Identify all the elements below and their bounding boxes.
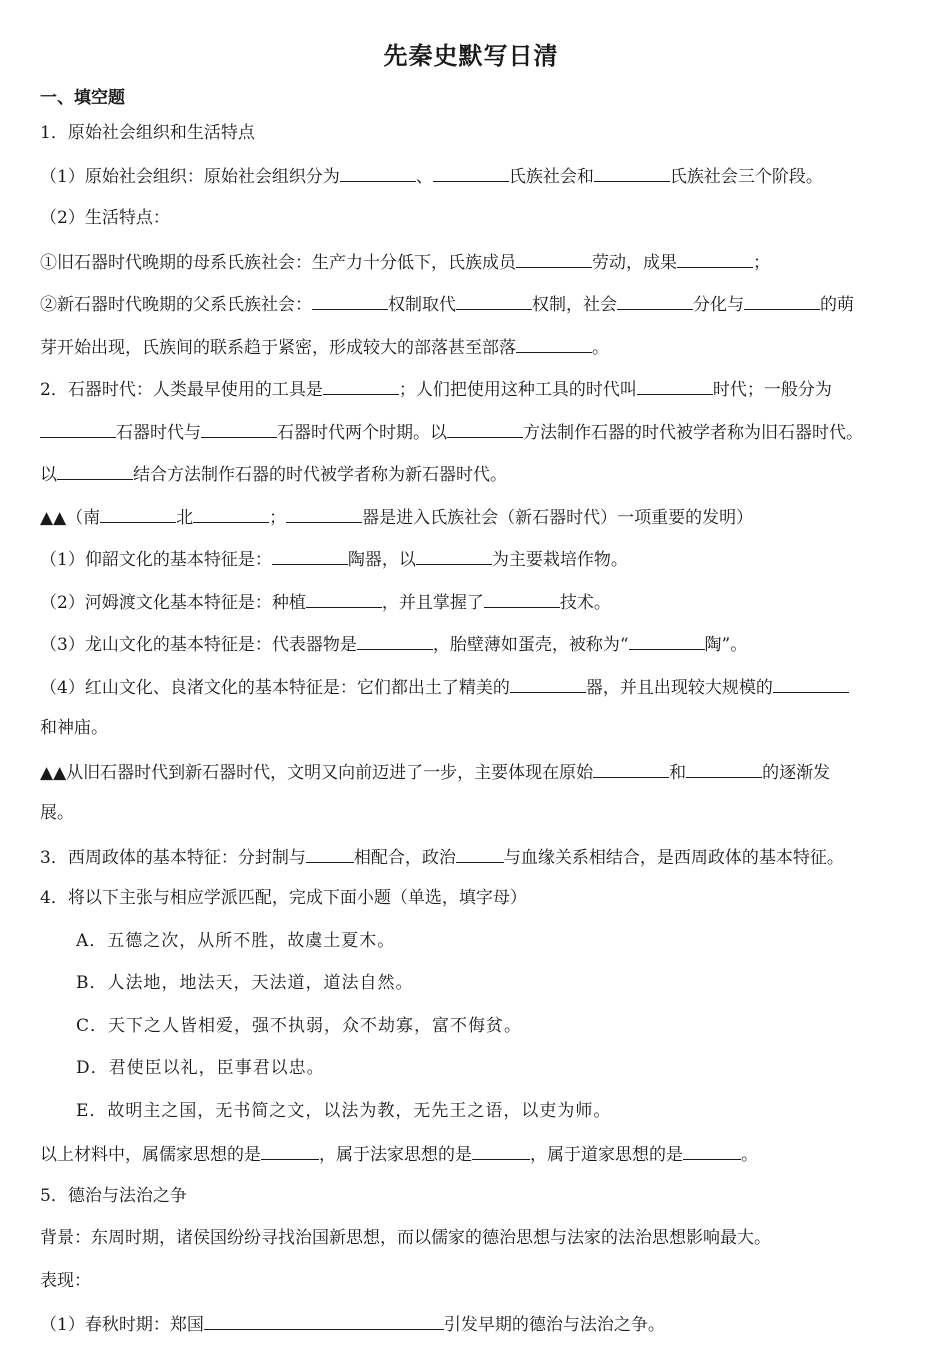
q1-line-patriarchal: ②新石器时代晚期的父系氏族社会： 权制取代 权制，社会 分化与 的萌	[40, 291, 854, 317]
fill-blank[interactable]	[773, 674, 849, 693]
fill-blank[interactable]	[593, 759, 669, 778]
q2-line-progress-end: 展。	[40, 803, 74, 823]
q4-heading: 4．将以下主张与相应学派匹配，完成下面小题（单选，填字母）	[40, 888, 527, 908]
fill-blank[interactable]	[272, 546, 348, 565]
fill-blank[interactable]	[306, 589, 382, 608]
q4-answer-line: 以上材料中，属儒家思想的是 ，属于法家思想的是 ，属于道家思想的是 。	[40, 1141, 758, 1167]
q4-option-c: C．天下之人皆相爱，强不执弱，众不劫寡，富不侮贫。	[76, 1016, 523, 1036]
fill-blank[interactable]	[510, 674, 586, 693]
fill-blank[interactable]	[57, 461, 133, 480]
fill-blank[interactable]	[261, 1141, 319, 1160]
fill-blank[interactable]	[40, 419, 116, 438]
fill-blank[interactable]	[323, 376, 399, 395]
q1-line-tribe: 芽开始出现，氏族间的联系趋于紧密，形成较大的部落甚至部落 。	[40, 334, 609, 360]
q2-line-hemudu: （2）河姆渡文化基本特征是：种植 ，并且掌握了 技术。	[40, 589, 611, 615]
q2-line-temple: 和神庙。	[40, 718, 108, 738]
fill-blank[interactable]	[312, 291, 388, 310]
q2-line-1: 2．石器时代：人类最早使用的工具是 ；人们把使用这种工具的时代叫 时代；一般分为	[40, 376, 832, 402]
fill-blank[interactable]	[637, 376, 713, 395]
q4-option-a: A．五德之次，从所不胜，故虞土夏木。	[76, 931, 396, 951]
fill-blank[interactable]	[357, 631, 433, 650]
fill-blank[interactable]	[201, 419, 277, 438]
fill-blank[interactable]	[340, 163, 416, 182]
fill-blank[interactable]	[447, 419, 523, 438]
fill-blank[interactable]	[456, 291, 532, 310]
fill-blank[interactable]	[594, 163, 670, 182]
fill-blank[interactable]	[683, 1141, 741, 1160]
q1-line-matriarchal: ①旧石器时代晚期的母系氏族社会：生产力十分低下，氏族成员 劳动，成果 ；	[40, 249, 770, 275]
q2-line-longshan: （3）龙山文化的基本特征是：代表器物是 ，胎壁薄如蛋壳，被称为“ 陶”。	[40, 631, 747, 657]
q4-option-b: B．人法地，地法天，天法道，道法自然。	[76, 973, 414, 993]
page-title: 先秦史默写日清	[383, 42, 559, 70]
fill-blank[interactable]	[484, 589, 560, 608]
q1-line-social-org: （1）原始社会组织：原始社会组织分为 、 氏族社会和 氏族社会三个阶段。	[40, 163, 823, 189]
fill-blank[interactable]	[686, 759, 762, 778]
fill-blank[interactable]	[456, 844, 504, 863]
fill-blank[interactable]	[617, 291, 693, 310]
fill-blank[interactable]	[306, 844, 354, 863]
q5-background: 背景：东周时期，诸侯国纷纷寻找治国新思想，而以儒家的德治思想与法家的法治思想影响最大。	[40, 1228, 771, 1248]
q4-option-e: E．故明主之国，无书简之文，以法为教，无先王之语，以吏为师。	[76, 1101, 612, 1121]
fill-blank[interactable]	[677, 249, 753, 268]
fill-blank[interactable]	[516, 334, 592, 353]
q2-line-yangshao: （1）仰韶文化的基本特征是： 陶器，以 为主要栽培作物。	[40, 546, 628, 572]
fill-blank[interactable]	[433, 163, 509, 182]
q2-line-pottery: ▲▲（南 北 ； 器是进入氏族社会（新石器时代）一项重要的发明）	[40, 504, 753, 530]
q5-line-spring-autumn: （1）春秋时期：郑国 引发早期的德治与法治之争。	[40, 1311, 665, 1337]
q3-line: 3．西周政体的基本特征：分封制与 相配合，政治 与血缘关系相结合，是西周政体的基本特征。	[40, 844, 844, 870]
fill-blank[interactable]	[100, 504, 176, 523]
fill-blank[interactable]	[286, 504, 362, 523]
section-heading: 一、填空题	[40, 88, 125, 108]
q4-option-d: D．君使臣以礼，臣事君以忠。	[76, 1058, 325, 1078]
q1-life-heading: （2）生活特点：	[40, 208, 170, 228]
fill-blank[interactable]	[416, 546, 492, 565]
q5-heading: 5．德治与法治之争	[40, 1186, 187, 1206]
q2-line-2: 石器时代与 石器时代两个时期。以 方法制作石器的时代被学者称为旧石器时代。	[40, 419, 863, 445]
fill-blank[interactable]	[472, 1141, 530, 1160]
q1-heading: 1．原始社会组织和生活特点	[40, 123, 255, 143]
q2-line-3: 以 结合方法制作石器的时代被学者称为新石器时代。	[40, 461, 507, 487]
fill-blank[interactable]	[744, 291, 820, 310]
fill-blank[interactable]	[516, 249, 592, 268]
fill-blank[interactable]	[204, 1311, 444, 1330]
q2-line-hongshan: （4）红山文化、良渚文化的基本特征是：它们都出土了精美的 器，并且出现较大规模的	[40, 674, 849, 700]
q5-performance-label: 表现：	[40, 1271, 91, 1291]
q2-line-progress: ▲▲从旧石器时代到新石器时代，文明又向前迈进了一步，主要体现在原始 和 的逐渐发	[40, 759, 830, 785]
fill-blank[interactable]	[629, 631, 705, 650]
fill-blank[interactable]	[193, 504, 269, 523]
